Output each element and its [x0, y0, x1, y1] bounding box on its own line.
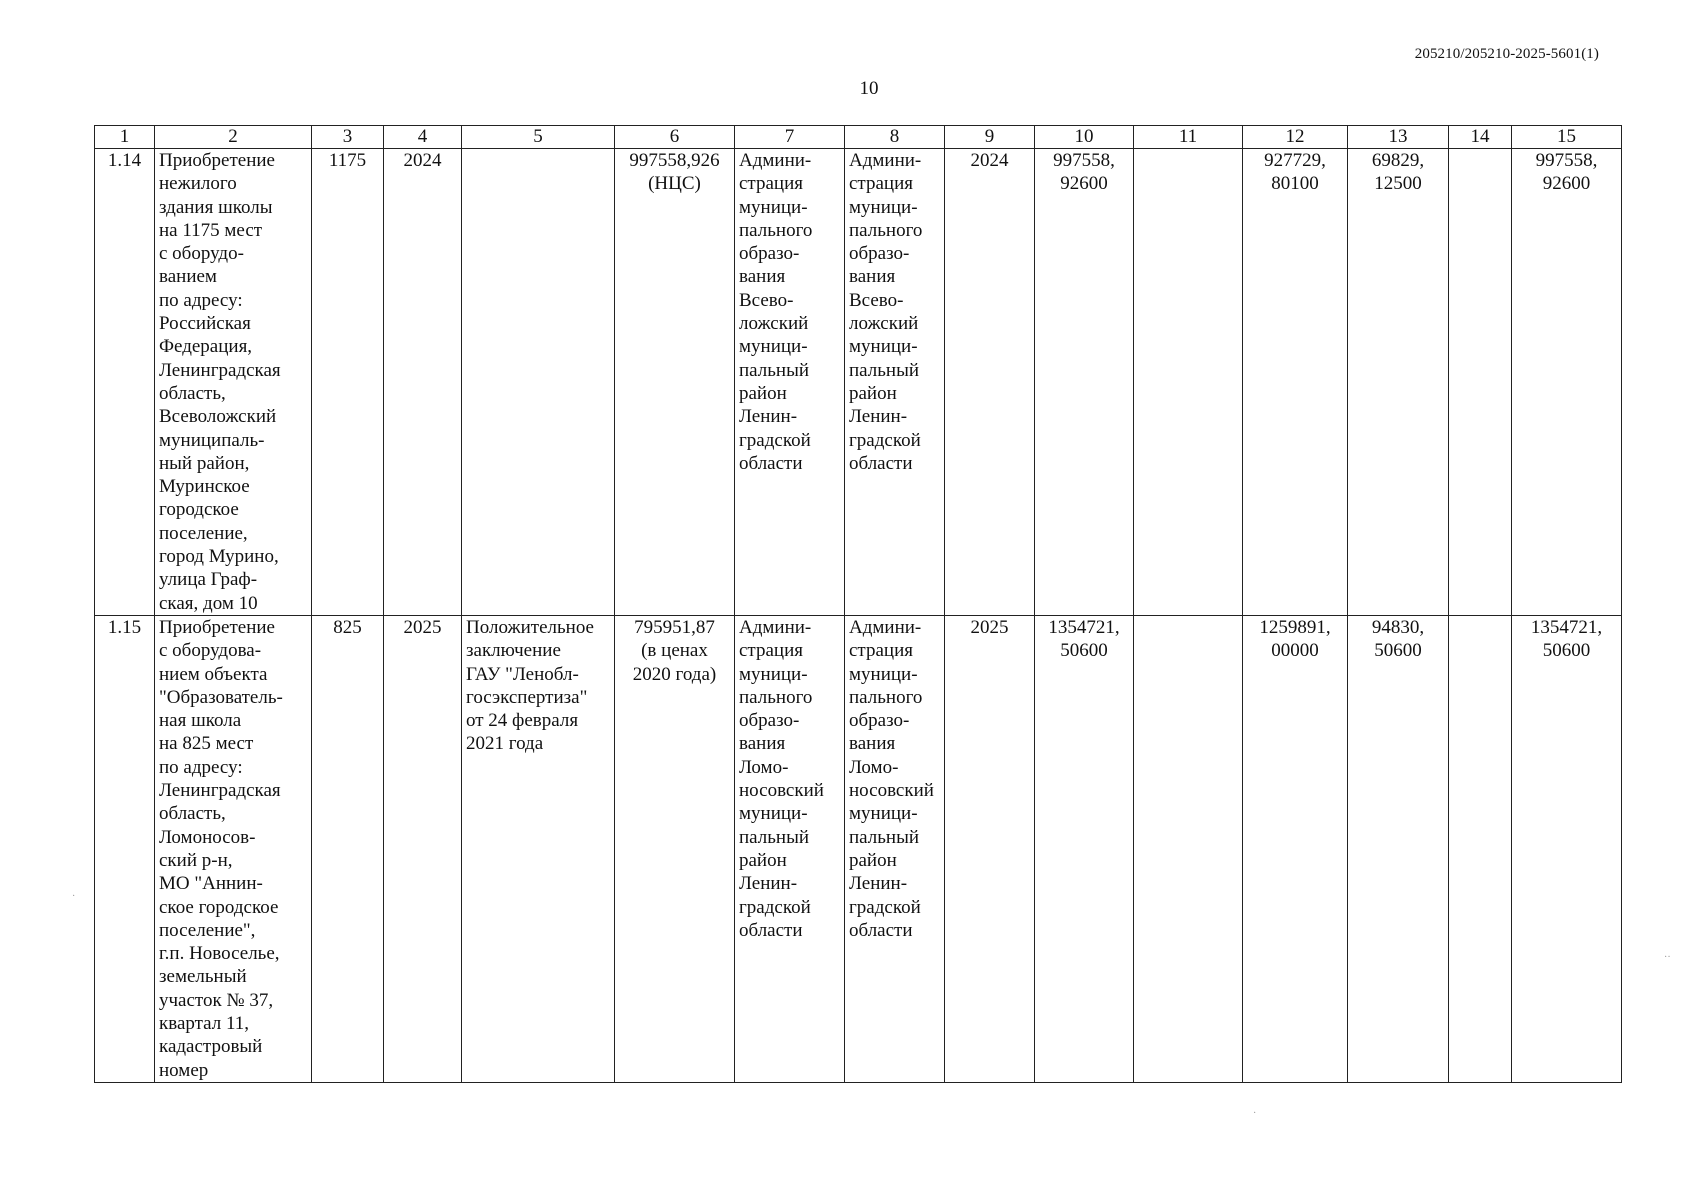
scan-speck: ·· — [1664, 952, 1671, 963]
column-header: 2 — [155, 126, 312, 149]
row-number-cell: 1.15 — [95, 615, 155, 1082]
column-header: 14 — [1449, 126, 1512, 149]
column-header: 1 — [95, 126, 155, 149]
column-header: 7 — [735, 126, 845, 149]
scan-speck: · — [1253, 1108, 1257, 1119]
column-header: 12 — [1243, 126, 1348, 149]
capacity-cell: 825 — [312, 615, 384, 1082]
expertise-cell — [462, 149, 615, 616]
column-header: 15 — [1512, 126, 1622, 149]
amount-cell-11 — [1134, 615, 1243, 1082]
amount-cell-15: 997558, 92600 — [1512, 149, 1622, 616]
column-header: 9 — [945, 126, 1035, 149]
row-number-cell: 1.14 — [95, 149, 155, 616]
amount-cell-13: 69829, 12500 — [1348, 149, 1449, 616]
object-name-cell: Приобретение нежилого здания школы на 1175 мест с оборудо- ванием по адресу: Российская Федерация, Ленинградская область, Всеволожский муниципаль- ный район, Муринское городское поселение, город Мурино, улица Граф- ская, дом 10 — [155, 149, 312, 616]
document-registration-number: 205210/205210-2025-5601(1) — [1414, 46, 1599, 62]
amount-cell-15: 1354721, 50600 — [1512, 615, 1622, 1082]
year-cell: 2024 — [384, 149, 462, 616]
amount-cell-12: 1259891, 00000 — [1243, 615, 1348, 1082]
column-header: 6 — [615, 126, 735, 149]
column-header: 8 — [845, 126, 945, 149]
column-header: 11 — [1134, 126, 1243, 149]
customer-cell: Админи- страция муници- пального образо- вания Ломо- носовский муници- пальный район Ленин- градской области — [735, 615, 845, 1082]
amount-cell-11 — [1134, 149, 1243, 616]
estimated-cost-cell: 997558,926 (НЦС) — [615, 149, 735, 616]
object-name-cell: Приобретение с оборудова- нием объекта "Образователь- ная школа на 825 мест по адресу: Ленинградская область, Ломоносов- ский р-н, МО "Аннин- ское городское поселение", г.п. Новоселье, земельный участок № 37, квартал 11, кадастровый номер — [155, 615, 312, 1082]
object-table — [94, 125, 1622, 1083]
finance-year-cell: 2025 — [945, 615, 1035, 1082]
column-header: 10 — [1035, 126, 1134, 149]
column-header: 4 — [384, 126, 462, 149]
column-header: 13 — [1348, 126, 1449, 149]
column-header: 3 — [312, 126, 384, 149]
customer-cell: Админи- страция муници- пального образо- вания Всево- ложский муници- пальный район Ленин- градской области — [735, 149, 845, 616]
scan-speck: · — [72, 891, 76, 902]
table-row — [95, 149, 1622, 616]
total-amount-cell: 997558, 92600 — [1035, 149, 1134, 616]
amount-cell-13: 94830, 50600 — [1348, 615, 1449, 1082]
year-cell: 2025 — [384, 615, 462, 1082]
table-row — [95, 615, 1622, 1082]
total-amount-cell: 1354721, 50600 — [1035, 615, 1134, 1082]
recipient-cell: Админи- страция муници- пального образо- вания Всево- ложский муници- пальный район Ленин- градской области — [845, 149, 945, 616]
page-number: 10 — [859, 78, 879, 99]
table-header-row — [95, 126, 1622, 149]
estimated-cost-cell: 795951,87 (в ценах 2020 года) — [615, 615, 735, 1082]
column-header: 5 — [462, 126, 615, 149]
finance-year-cell: 2024 — [945, 149, 1035, 616]
amount-cell-14 — [1449, 149, 1512, 616]
capacity-cell: 1175 — [312, 149, 384, 616]
recipient-cell: Админи- страция муници- пального образо- вания Ломо- носовский муници- пальный район Ленин- градской области — [845, 615, 945, 1082]
amount-cell-14 — [1449, 615, 1512, 1082]
amount-cell-12: 927729, 80100 — [1243, 149, 1348, 616]
expertise-cell: Положительное заключение ГАУ "Ленобл- госэкспертиза" от 24 февраля 2021 года — [462, 615, 615, 1082]
